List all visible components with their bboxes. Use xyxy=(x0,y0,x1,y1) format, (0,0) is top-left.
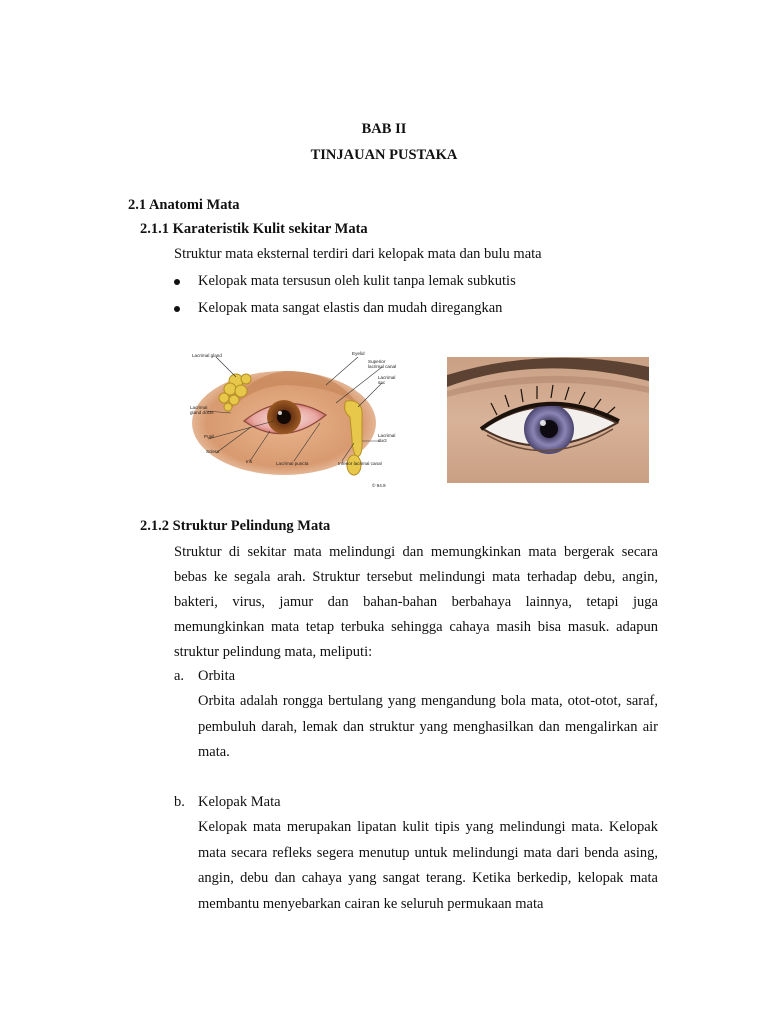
bullet-text: Kelopak mata tersusun oleh kulit tanpa lemak subkutis xyxy=(198,273,516,289)
bullet-dot xyxy=(174,279,180,285)
svg-text:Eyelid: Eyelid xyxy=(352,351,365,356)
chapter-number: BAB II xyxy=(361,121,407,137)
svg-text:© 94.9: © 94.9 xyxy=(372,483,386,488)
svg-text:duct: duct xyxy=(378,438,387,443)
svg-text:gland ducts: gland ducts xyxy=(190,410,214,415)
eye-anatomy-diagram xyxy=(186,345,398,495)
intro-text: Struktur mata eksternal terdiri dari kelopak mata dan bulu mata xyxy=(174,246,542,262)
svg-text:Iris: Iris xyxy=(246,459,253,464)
list-title-orbita: Orbita xyxy=(198,668,236,684)
bullet-dot xyxy=(174,306,180,312)
subsection-heading-2-1-1: 2.1.1 Karateristik Kulit sekitar Mata xyxy=(140,221,368,237)
bullet-text: Kelopak mata sangat elastis dan mudah diregangkan xyxy=(198,300,503,316)
list-text-kelopak: Kelopak mata merupakan lipatan kulit tipis yang melindungi mata. Kelopak mata secara refleks segera menutup untuk melindungi mata dari benda asing, angin, debu dan cahaya yang sangat terang. Ketika berkedip, kelopak mata membantu menyebarkan cairan ke seluruh permukaan mata xyxy=(198,819,658,912)
svg-text:Lacrimal: Lacrimal xyxy=(190,405,208,410)
svg-text:Pupil: Pupil xyxy=(204,434,215,439)
svg-text:Superior: Superior xyxy=(368,359,386,364)
list-marker-a: a. xyxy=(174,668,185,684)
svg-text:Lacrimal: Lacrimal xyxy=(378,375,396,380)
subsection-heading-2-1-2: 2.1.2 Struktur Pelindung Mata xyxy=(140,518,331,534)
chapter-title: TINJAUAN PUSTAKA xyxy=(310,147,458,163)
svg-text:Lacrimal puncta: Lacrimal puncta xyxy=(276,461,309,466)
eye-photo xyxy=(447,357,649,483)
svg-text:Inferior lacrimal canal: Inferior lacrimal canal xyxy=(338,461,382,466)
list-marker-b: b. xyxy=(174,794,185,810)
svg-text:sac: sac xyxy=(378,380,386,385)
svg-text:Lacrimal: Lacrimal xyxy=(378,433,396,438)
svg-text:Sclera: Sclera xyxy=(206,449,220,454)
list-text-orbita: Orbita adalah rongga bertulang yang mengandung bola mata, otot-otot, saraf, pembuluh darah, lemak dan struktur yang menghasilkan dan mengalirkan air mata. xyxy=(198,693,658,760)
svg-text:Lacrimal gland: Lacrimal gland xyxy=(192,353,222,358)
svg-text:lacrimal canal: lacrimal canal xyxy=(368,364,397,369)
section-heading-2-1: 2.1 Anatomi Mata xyxy=(128,197,240,213)
list-title-kelopak: Kelopak Mata xyxy=(198,794,281,810)
paragraph-struktur-pelindung: Struktur di sekitar mata melindungi dan memungkinkan mata bergerak secara bebas ke segala arah. Struktur tersebut melindungi mata terhadap debu, angin, bakteri, virus, jamur dan bahan-bahan berbahaya lainnya, tetapi juga memungkinkan mata tetap terbuka sehingga cahaya masih bisa masuk. adapun struktur pelindung mata, meliputi: xyxy=(174,544,658,660)
